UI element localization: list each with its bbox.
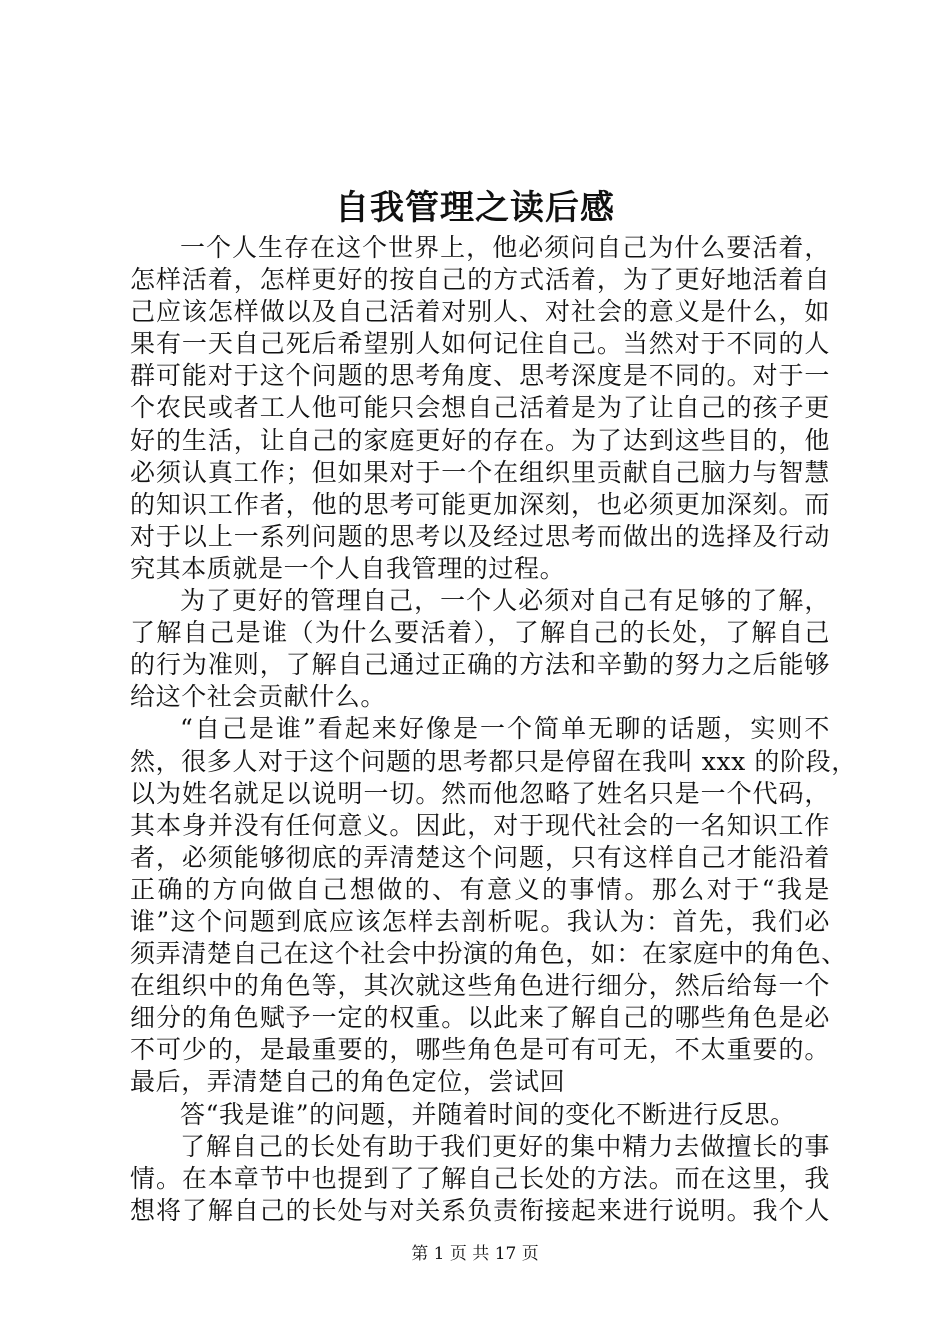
- document-body: [130, 232, 857, 1227]
- page-footer: 第 1 页 共 17 页: [411, 1244, 539, 1264]
- text-line: 了解自己是谁（为什么要活着），了解自己的长处，了解自己: [130, 618, 830, 648]
- text-line: 最后，弄清楚自己的角色定位，尝试回: [130, 1067, 566, 1097]
- text-line: 不可少的，是最重要的，哪些角色是可有可无，不太重要的。: [130, 1035, 830, 1065]
- text-line: 以为姓名就足以说明一切。然而他忽略了姓名只是一个代码，: [130, 778, 830, 808]
- text-line: 答“我是谁”的问题，并随着时间的变化不断进行反思。: [180, 1099, 796, 1129]
- text-line: 想将了解自己的长处与对关系负责衔接起来进行说明。我个人: [130, 1195, 830, 1225]
- text-line: 怎样活着，怎样更好的按自己的方式活着，为了更好地活着自: [130, 265, 830, 295]
- text-line: 了解自己的长处有助于我们更好的集中精力去做擅长的事: [180, 1131, 830, 1161]
- text-line: 的知识工作者，他的思考可能更加深刻，也必须更加深刻。而: [130, 489, 830, 519]
- text-line: 果有一天自己死后希望别人如何记住自己。当然对于不同的人: [130, 329, 830, 359]
- text-line: 给这个社会贡献什么。: [130, 682, 387, 712]
- text-line: 然，很多人对于这个问题的思考都只是停留在我叫 xxx 的阶段，: [130, 746, 857, 776]
- text-line: 一个人生存在这个世界上，他必须问自己为什么要活着，: [180, 233, 830, 262]
- text-line: 其本身并没有任何意义。因此，对于现代社会的一名知识工作: [130, 810, 830, 840]
- text-line: 须弄清楚自己在这个社会中扮演的角色，如：在家庭中的角色、: [130, 939, 847, 969]
- text-line: “自己是谁”看起来好像是一个简单无聊的话题，实则不: [180, 714, 830, 744]
- text-line: 必须认真工作；但如果对于一个在组织里贡献自己脑力与智慧: [130, 457, 830, 487]
- document-title: 自我管理之读后感: [335, 188, 615, 228]
- text-line: 正确的方向做自己想做的、有意义的事情。那么对于“我是: [130, 874, 830, 904]
- text-line: 细分的角色赋予一定的权重。以此来了解自己的哪些角色是必: [130, 1003, 830, 1033]
- text-line: 情。在本章节中也提到了了解自己长处的方法。而在这里，我: [130, 1163, 830, 1193]
- text-line: 群可能对于这个问题的思考角度、思考深度是不同的。对于一: [130, 361, 830, 391]
- text-line: 究其本质就是一个人自我管理的过程。: [130, 553, 566, 583]
- text-line: 己应该怎样做以及自己活着对别人、对社会的意义是什么，如: [130, 297, 830, 327]
- text-line: 在组织中的角色等，其次就这些角色进行细分，然后给每一个: [130, 971, 830, 1001]
- text-line: 谁”这个问题到底应该怎样去剖析呢。我认为：首先，我们必: [130, 906, 830, 936]
- text-line: 者，必须能够彻底的弄清楚这个问题，只有这样自己才能沿着: [130, 842, 830, 872]
- text-line: 对于以上一系列问题的思考以及经过思考而做出的选择及行动: [130, 521, 830, 551]
- text-line: 好的生活，让自己的家庭更好的存在。为了达到这些目的，他: [130, 425, 830, 455]
- text-line: 个农民或者工人他可能只会想自己活着是为了让自己的孩子更: [130, 393, 830, 423]
- text-line: 的行为准则，了解自己通过正确的方法和辛勤的努力之后能够: [130, 650, 830, 680]
- text-line: 为了更好的管理自己，一个人必须对自己有足够的了解，: [180, 586, 830, 616]
